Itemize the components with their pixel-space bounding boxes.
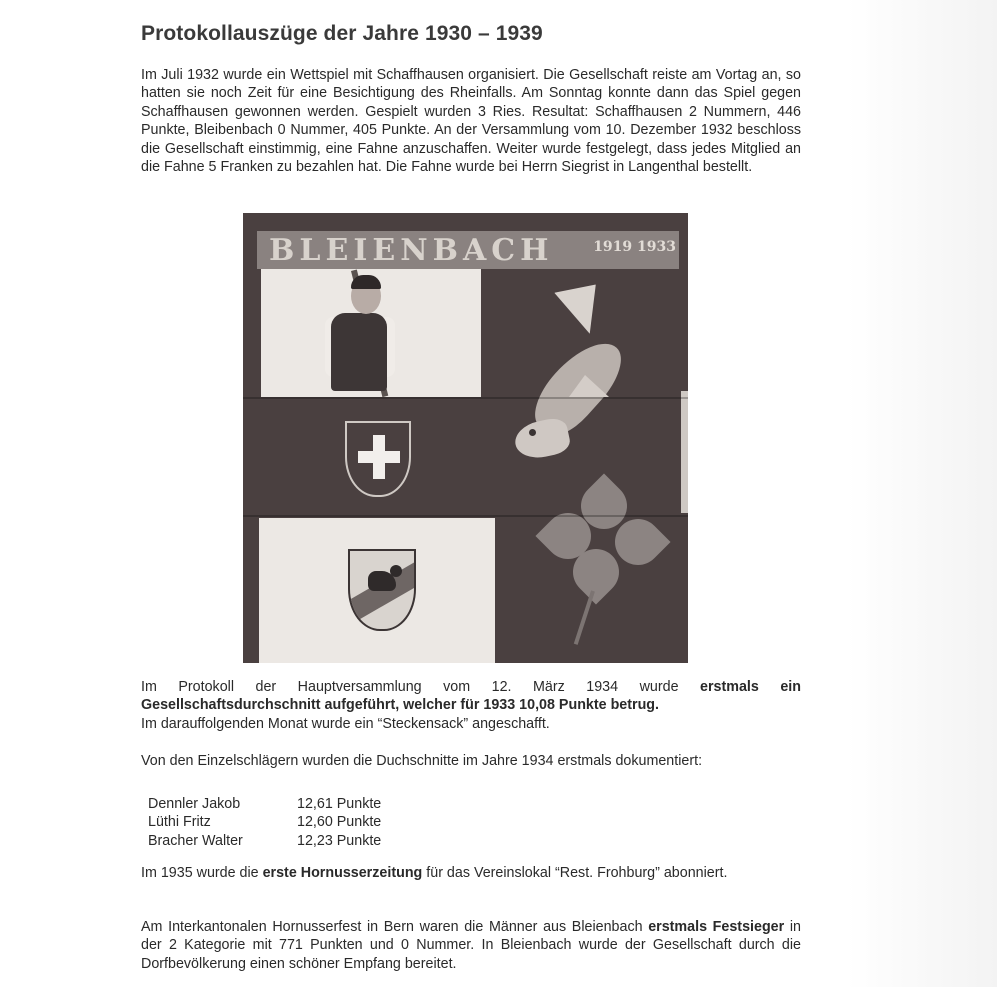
paragraph-1934 (141, 678, 801, 733)
p5-bold: erstmals Festsieger (648, 919, 785, 935)
p2-intro: Im Protokoll der Hauptversammlung vom 12. März 1934 wurde (141, 679, 701, 695)
paragraph-averages: Von den Einzelschlägern wurden die Duchschnitte im Jahre 1934 erstmals dokumentiert: (141, 753, 703, 769)
p2-rest: Im darauffolgenden Monat wurde ein “Steckensack” angeschafft. (141, 715, 550, 732)
flag-banner-years: 1919 1933 (593, 239, 676, 255)
shield-stripe (348, 555, 416, 629)
p4-a: Im 1935 wurde die (141, 865, 263, 881)
bear-head-icon (390, 565, 402, 577)
p4-b: für das Vereinslokal “Rest. Frohburg” abonniert. (422, 865, 728, 881)
man-vest-icon (331, 313, 387, 391)
player-points: 12,23 Punkte (297, 832, 382, 849)
cross-horizontal (358, 451, 400, 463)
score-list (148, 795, 381, 850)
p5-a: Am Interkantonalen Hornusserfest in Bern waren die Männer aus Bleienbach (141, 919, 649, 935)
flag-fold-line (243, 515, 688, 517)
page-title: Protokollauszüge der Jahre 1930 – 1939 (141, 22, 543, 45)
clover-stem (574, 590, 595, 644)
paragraph-festsieger (141, 918, 801, 973)
fish-eye-icon (529, 429, 536, 436)
man-hair (351, 275, 381, 289)
player-points: 12,61 Punkte (297, 796, 382, 812)
paragraph-1935 (141, 864, 801, 882)
player-name: Dennler Jakob (148, 796, 241, 812)
score-row (148, 832, 381, 850)
player-name: Lüthi Fritz (148, 814, 211, 831)
score-row (148, 813, 381, 831)
flag-panel-right-strip (681, 391, 688, 513)
flag-photo (243, 213, 688, 663)
player-name: Bracher Walter (148, 832, 243, 849)
flag-banner-text: BLEIENBACH (269, 233, 554, 268)
fish-head-icon (512, 416, 572, 462)
p5-b: in der 2 Kategorie mit 771 Punkten und 0 Nummer. In Bleienbach wurde der Gesellschaft durch die Dorfbevölkerung einen schöner Empfang bereitet. (141, 919, 801, 972)
bern-bear-shield-icon (348, 549, 416, 631)
paragraph-1932: Im Juli 1932 wurde ein Wettspiel mit Schaffhausen organisiert. Die Gesellschaft reiste am Vortag an, so hatten sie noch Zeit für eine Besichtigung des Rheinfalls. Am Sonntag konnte dann das Spiel gegen Schaffhausen gewonnen werden. Gespielt wurden 3 Ries. Resultat: Schaffhausen 2 Nummern, 446 Punkte, Bleibenbach 0 Nummer, 405 Punkte. An der Versammlung vom 10. Dezember 1932 beschloss die Gesellschaft einstimmig, eine Fahne anzuschaffen. Weiter wurde festgelegt, dass jedes Mitglied an die Fahne 5 Franken zu bezahlen hat. Die Fahne wurde bei Herrn Siegrist in Langenthal bestellt. (141, 67, 801, 176)
score-row (148, 795, 381, 813)
p2-bold: erstmals ein Gesellschaftsdurchschnitt aufgeführt, welcher für 1933 10,08 Punkte betrug. (141, 679, 801, 714)
player-points: 12,60 Punkte (297, 814, 382, 831)
p4-bold: erste Hornusserzeitung (262, 865, 423, 881)
swiss-cross-shield-icon (345, 421, 411, 497)
fish-tail-icon (554, 280, 609, 341)
page-edge-shadow (847, 0, 997, 987)
flag-fold-line (243, 397, 688, 399)
